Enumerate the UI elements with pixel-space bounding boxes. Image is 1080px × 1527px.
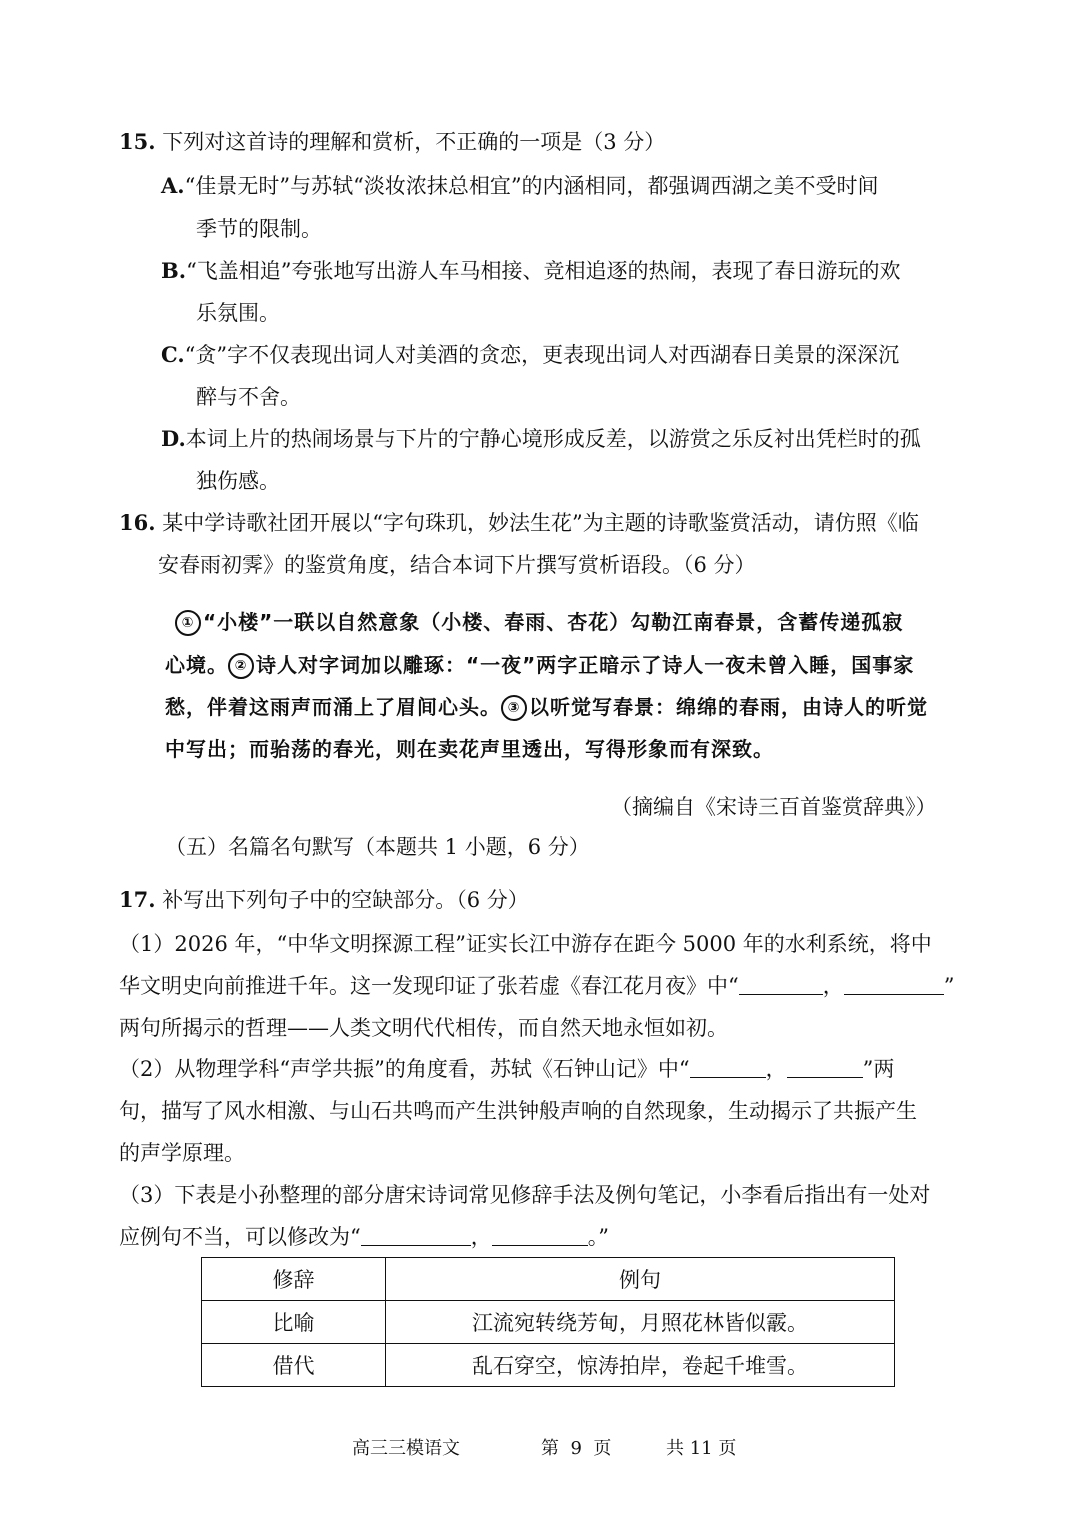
q16-number: 16.: [119, 510, 156, 535]
table-header: 例句: [386, 1258, 895, 1301]
q17-part1-line2: [119, 972, 954, 1000]
example-paragraph-line-2: [165, 651, 914, 679]
q15-option-d: [161, 425, 921, 453]
q17-stem: [119, 886, 529, 914]
table-cell: 借代: [202, 1344, 386, 1387]
footer-subject: 高三三模语文: [352, 1438, 460, 1459]
example-paragraph-line-4: 中写出；而骀荡的春光，则在卖花声里透出，写得形象而有深致。: [165, 737, 774, 761]
q16-stem: [119, 509, 919, 537]
example-text: 诗人对字词加以雕琢：“一夜”两字正暗示了诗人一夜未曾入睡，国事家: [256, 653, 915, 677]
table-header-row: [202, 1258, 895, 1301]
quote-end: 。”: [587, 1225, 609, 1249]
table-row: [202, 1344, 895, 1387]
example-source: （摘编自《宋诗三百首鉴赏辞典》）: [611, 795, 937, 819]
rhetoric-table: [201, 1257, 895, 1387]
q17-part1-line1: （1）2026 年，“中华文明探源工程”证实长江中游存在距今 5000 年的水利系统，将中: [119, 932, 932, 956]
footer-page-number: 第 9 页: [541, 1438, 612, 1459]
q15-option-a: [161, 172, 879, 200]
circled-number-1: ①: [175, 610, 201, 636]
comma: ，: [822, 974, 844, 998]
q15-option-d-cont: 独伤感。: [196, 469, 280, 493]
table-header: 修辞: [202, 1258, 386, 1301]
table-cell: 江流宛转绕芳甸，月照花林皆似霰。: [386, 1301, 895, 1344]
q15-stem: [119, 128, 665, 156]
answer-blank[interactable]: [690, 1057, 766, 1078]
q15-option-a-cont: 季节的限制。: [196, 217, 322, 241]
q15-option-b-cont: 乐氛围。: [196, 301, 280, 325]
example-paragraph-line-3: [165, 693, 928, 721]
q16-stem-cont: 安春雨初霁》的鉴赏角度，结合本词下片撰写赏析语段。（6 分）: [158, 553, 756, 577]
answer-blank[interactable]: [492, 1225, 588, 1246]
q15-option-c-cont: 醉与不舍。: [196, 385, 301, 409]
q17-part2-line1: [119, 1055, 894, 1083]
section-heading: （五）名篇名句默写（本题共 1 小题，6 分）: [165, 835, 590, 859]
answer-blank[interactable]: [361, 1225, 471, 1246]
table-row: [202, 1301, 895, 1344]
option-label: B.: [161, 258, 187, 283]
q17-stem-text: 补写出下列句子中的空缺部分。（6 分）: [162, 888, 529, 912]
table-cell: 比喻: [202, 1301, 386, 1344]
q17-part2-line3: 的声学原理。: [119, 1141, 245, 1165]
q17-part1-text: 华文明史向前推进千年。这一发现印证了张若虚《春江花月夜》中“: [119, 974, 739, 998]
q15-number: 15.: [119, 129, 156, 154]
q17-part3-line2: [119, 1223, 609, 1251]
option-label: D.: [161, 426, 186, 451]
footer-total-pages: 共 11 页: [666, 1438, 737, 1459]
option-text: “佳景无时”与苏轼“淡妆浓抹总相宜”的内涵相同，都强调西湖之美不受时间: [184, 174, 879, 198]
q17-number: 17.: [119, 887, 156, 912]
q17-part3-line1: （3）下表是小孙整理的部分唐宋诗词常见修辞手法及例句笔记，小李看后指出有一处对: [119, 1183, 931, 1207]
q17-part1-line3: 两句所揭示的哲理——人类文明代代相传，而自然天地永恒如初。: [119, 1016, 728, 1040]
example-text: 愁，伴着这雨声而涌上了眉间心头。: [165, 695, 501, 719]
answer-blank[interactable]: [844, 974, 944, 995]
answer-blank[interactable]: [739, 974, 823, 995]
q17-part3-text: 应例句不当，可以修改为“: [119, 1225, 361, 1249]
option-label: A.: [161, 173, 185, 198]
example-text: 心境。: [165, 653, 228, 677]
table-cell: 乱石穿空，惊涛拍岸，卷起千堆雪。: [386, 1344, 895, 1387]
answer-blank[interactable]: [787, 1057, 863, 1078]
option-text: 本词上片的热闹场景与下片的宁静心境形成反差，以游赏之乐反衬出凭栏时的孤: [185, 427, 921, 451]
circled-number-3: ③: [501, 695, 527, 721]
quote-end: ”两: [862, 1057, 895, 1081]
q17-part2-line2: 句，描写了风水相激、与山石共鸣而产生洪钟般声响的自然现象，生动揭示了共振产生: [119, 1099, 917, 1123]
q16-stem-text: 某中学诗歌社团开展以“字句珠玑，妙法生花”为主题的诗歌鉴赏活动，请仿照《临: [162, 511, 919, 535]
option-text: “飞盖相追”夸张地写出游人车马相接、竞相追逐的热闹，表现了春日游玩的欢: [186, 259, 901, 283]
q15-option-b: [161, 257, 901, 285]
option-text: “贪”字不仅表现出词人对美酒的贪恋，更表现出词人对西湖春日美景的深深沉: [184, 343, 900, 367]
q15-option-c: [161, 341, 899, 369]
comma: ，: [765, 1057, 787, 1081]
option-label: C.: [161, 342, 185, 367]
example-text: 以听觉写春景：绵绵的春雨，由诗人的听觉: [529, 695, 928, 719]
close-quote: ”: [943, 974, 955, 998]
example-paragraph-line-1: [175, 608, 903, 636]
q15-stem-text: 下列对这首诗的理解和赏析，不正确的一项是（3 分）: [162, 130, 666, 154]
example-text: “小楼”一联以自然意象（小楼、春雨、杏花）勾勒江南春景，含蓄传递孤寂: [203, 610, 904, 634]
q17-part2-text: （2）从物理学科“声学共振”的角度看，苏轼《石钟山记》中“: [119, 1057, 690, 1081]
comma: ，: [470, 1225, 492, 1249]
circled-number-2: ②: [228, 653, 254, 679]
